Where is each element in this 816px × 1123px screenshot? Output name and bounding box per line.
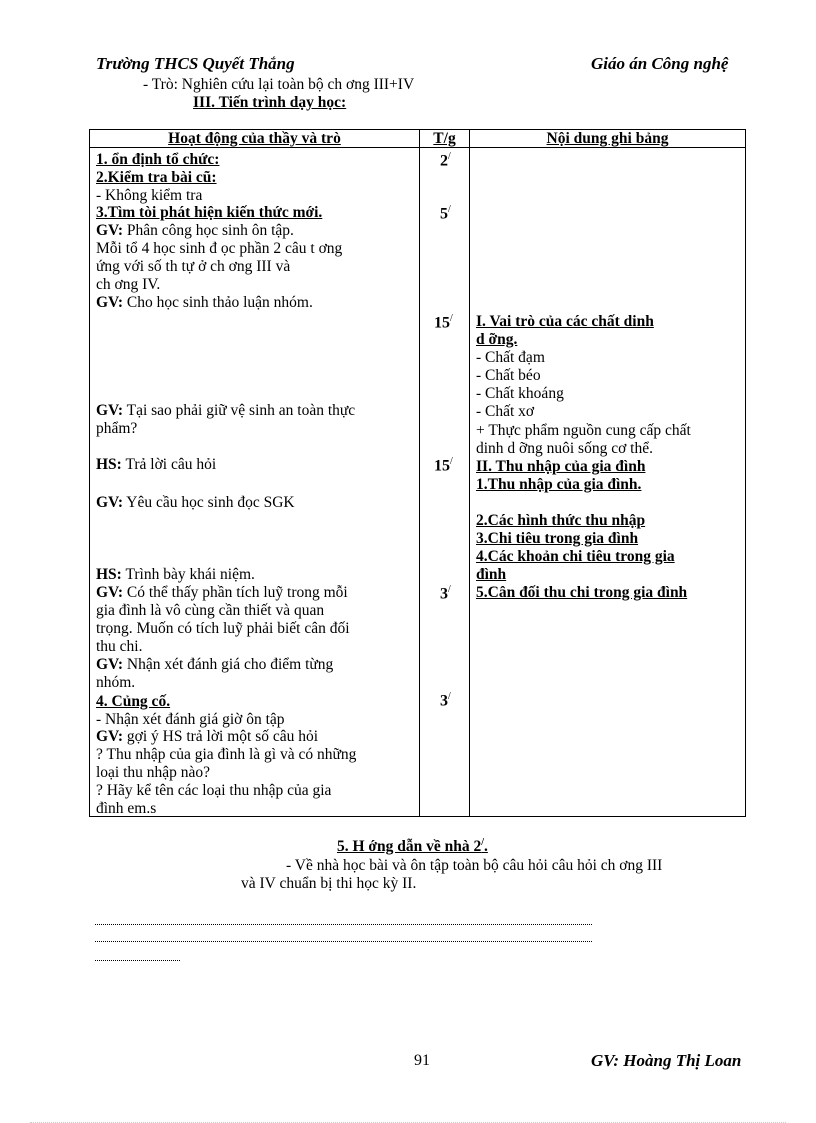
activity-line: [96, 420, 137, 438]
time-value: 15/: [434, 456, 453, 475]
subject-title: Giáo án Công nghệ: [591, 54, 729, 73]
speaker-label: GV:: [96, 584, 123, 601]
activity-line: [96, 276, 160, 294]
content-line: I. Vai trò của các chất dinh: [476, 313, 654, 330]
activity-text: đình em.s: [96, 800, 157, 817]
activity-text: nhóm.: [96, 674, 136, 691]
activity-text: Phân công học sinh ôn tập.: [123, 222, 294, 239]
homework-title: 5. H ớng dẫn về nhà 2/.: [337, 837, 488, 856]
content-line: II. Thu nhập của gia đình: [476, 458, 646, 475]
activity-text: 3.Tìm tòi phát hiện kiến thức mới.: [96, 204, 323, 221]
page-number: 91: [414, 1052, 430, 1069]
activity-line: [96, 728, 318, 746]
activity-text: Cho học sinh thảo luận nhóm.: [123, 294, 313, 311]
activity-text: gia đình là vô cùng cần thiết và quan: [96, 602, 325, 619]
activity-text: ứng với số th tự ở ch ơng III và: [96, 258, 291, 275]
dotted-line: [95, 924, 592, 925]
activity-line: [96, 566, 255, 584]
activity-text: gợi ý HS trả lời một số câu hỏi: [123, 728, 319, 745]
time-value: 3/: [440, 584, 451, 603]
activity-line: [96, 151, 219, 169]
activity-line: [96, 674, 135, 692]
activity-text: thu chi.: [96, 638, 143, 655]
homework-line-1: - Về nhà học bài và ôn tập toàn bộ câu hỏi câu hỏi ch ơng III: [286, 857, 663, 874]
time-value: 3/: [440, 691, 451, 710]
activity-text: trọng. Muốn có tích luỹ phải biết cân đối: [96, 620, 350, 637]
activity-line: [96, 782, 331, 800]
activity-line: [96, 584, 348, 602]
speaker-label: GV:: [96, 656, 123, 673]
speaker-label: GV:: [96, 294, 123, 311]
activity-text: ? Hãy kể tên các loại thu nhập của gia: [96, 782, 332, 799]
activity-line: [96, 620, 350, 638]
speaker-label: GV:: [96, 494, 123, 511]
content-line: 4.Các khoản chi tiêu trong gia: [476, 548, 675, 565]
activity-text: loại thu nhập nào?: [96, 764, 211, 781]
activity-text: Trả lời câu hỏi: [121, 456, 217, 473]
section-title: III. Tiến trình dạy học:: [193, 94, 347, 111]
activity-text: ? Thu nhập của gia đình là gì và có những: [96, 746, 357, 763]
col-header-content: Nội dung ghi bảng: [470, 130, 746, 148]
time-value: 15/: [434, 313, 453, 332]
dotted-line: [95, 960, 180, 961]
activity-text: Mỗi tổ 4 học sinh đ ọc phần 2 câu t ơng: [96, 240, 343, 257]
activity-line: [96, 204, 322, 222]
speaker-label: GV:: [96, 728, 123, 745]
speaker-label: HS:: [96, 566, 122, 583]
content-line: 1.Thu nhập của gia đình.: [476, 476, 642, 493]
activities-cell: [90, 148, 419, 816]
activity-line: [96, 746, 356, 764]
time-value: 5/: [440, 204, 451, 223]
col-header-activities: Hoạt động của thầy và trò: [90, 130, 420, 148]
speaker-label: HS:: [96, 456, 122, 473]
content-line: đình: [476, 566, 507, 583]
activity-line: [96, 258, 290, 276]
activity-text: - Nhận xét đánh giá giờ ôn tập: [96, 711, 285, 728]
time-value: 2/: [440, 151, 451, 170]
activity-line: [96, 187, 202, 205]
content-line: - Chất xơ: [476, 403, 535, 420]
content-line: - Chất đạm: [476, 349, 545, 366]
lesson-plan-table: [89, 129, 746, 817]
content-line: - Chất khoáng: [476, 385, 564, 402]
activity-text: ch ơng IV.: [96, 276, 161, 293]
activity-line: [96, 638, 143, 656]
activity-text: Tại sao phải giữ vệ sinh an toàn thực: [123, 402, 356, 419]
activity-text: Yêu cầu học sinh đọc SGK: [123, 494, 295, 511]
activity-line: [96, 711, 285, 729]
activity-line: [96, 402, 355, 420]
table-body-row: [90, 148, 746, 817]
activity-line: [96, 294, 313, 312]
activity-text: - Không kiểm tra: [96, 187, 203, 204]
content-line: - Chất béo: [476, 367, 541, 384]
col-header-time: T/g: [420, 130, 470, 148]
student-prep: - Trò: Nghiên cứu lại toàn bộ ch ơng III+IV: [143, 76, 415, 93]
content-line: + Thực phẩm nguồn cung cấp chất: [476, 422, 691, 439]
activity-text: 2.Kiểm tra bài cũ:: [96, 169, 217, 186]
content-line: 2.Các hình thức thu nhập: [476, 512, 646, 529]
activity-text: Trình bày khái niệm.: [121, 566, 255, 583]
activity-line: [96, 240, 342, 258]
content-cell: [470, 148, 745, 816]
content-line: d ỡng.: [476, 331, 518, 348]
school-name: Trường THCS Quyết Thắng: [96, 54, 295, 73]
activity-text: Có thể thấy phần tích luỹ trong mỗi: [123, 584, 348, 601]
activity-line: [96, 456, 216, 474]
content-line: 3.Chi tiêu trong gia đình: [476, 530, 639, 547]
content-line: 5.Cân đối thu chi trong gia đình: [476, 584, 688, 601]
dotted-line: [95, 941, 592, 942]
activity-line: [96, 169, 217, 187]
activity-text: Nhận xét đánh giá cho điểm từng: [123, 656, 334, 673]
activity-text: 4. Củng cố.: [96, 693, 171, 710]
activity-line: [96, 693, 170, 711]
activity-text: 1. ổn định tổ chức:: [96, 151, 220, 168]
speaker-label: GV:: [96, 402, 123, 419]
time-cell: [420, 148, 469, 816]
table-header-row: [90, 130, 746, 148]
speaker-label: GV:: [96, 222, 123, 239]
activity-line: [96, 222, 294, 240]
activity-line: [96, 764, 210, 782]
activity-line: [96, 494, 295, 512]
teacher-name: GV: Hoàng Thị Loan: [591, 1051, 742, 1070]
content-line: dinh d ỡng nuôi sống cơ thể.: [476, 440, 653, 457]
activity-line: [96, 656, 333, 674]
activity-line: [96, 602, 324, 620]
activity-text: phẩm?: [96, 420, 138, 437]
activity-line: [96, 800, 156, 818]
homework-line-2: và IV chuẩn bị thi học kỳ II.: [241, 875, 417, 892]
